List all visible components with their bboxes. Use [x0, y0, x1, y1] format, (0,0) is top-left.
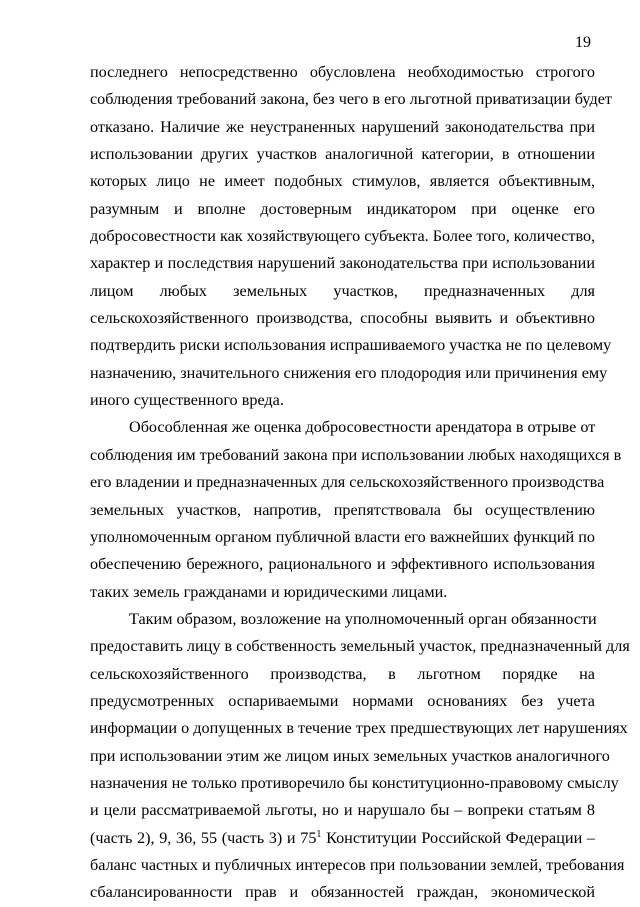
text-line: подтвердить риски использования испрашиваемого участка не по целевому — [90, 336, 612, 355]
text-line: баланс частных и публичных интересов при пользовании землей, требования — [90, 855, 625, 874]
text-line: отказано. Наличие же неустраненных нарушений законодательства при — [90, 117, 595, 136]
text-line: лицом любых земельных участков, предназначенных для — [90, 281, 595, 300]
text-line: которых лицо не имеет подобных стимулов, является объективным, — [90, 172, 595, 191]
text-line: разумным и вполне достоверным индикатором при оценке его — [90, 199, 595, 218]
text-line: информации о допущенных в течение трех предшествующих лет нарушениях — [90, 719, 628, 738]
text-line: иного существенного вреда. — [90, 391, 284, 410]
text-line: обеспечению бережного, рационального и эффективного использования — [90, 555, 595, 574]
text-line: сельскохозяйственного производства, способны выявить и объективно — [90, 309, 595, 328]
text-line: последнего непосредственно обусловлена необходимостью строгого — [90, 63, 595, 81]
text-line: назначения не только противоречило бы конституционно-правовому смыслу — [90, 773, 619, 792]
text-line: земельных участков, напротив, препятствовала бы осуществлению — [90, 500, 595, 519]
page-number: 19 — [575, 34, 591, 51]
text-line: его владении и предназначенных для сельскохозяйственного производства — [90, 473, 605, 492]
text-line: назначению, значительного снижения его плодородия или причинения ему — [90, 363, 608, 382]
text-line: таких земель гражданами и юридическими лицами. — [90, 582, 448, 601]
text-line: и цели рассматриваемой льготы, но и нарушало бы – вопреки статьям 8 — [90, 801, 595, 820]
text-line: Обособленная же оценка добросовестности арендатора в отрыве от — [129, 418, 596, 437]
text-line: соблюдения им требований закона при использовании любых находящихся в — [90, 445, 622, 464]
text-line: характер и последствия нарушений законодательства при использовании — [90, 254, 595, 273]
text-line: уполномоченным органом публичной власти его важнейших функций по — [90, 527, 595, 546]
superscript: 1 — [316, 828, 322, 840]
text-line: Таким образом, возложение на уполномоченный орган обязанности — [129, 609, 597, 628]
text-line: при использовании этим же лицом иных земельных участков аналогичного — [90, 746, 610, 765]
document-body — [90, 59, 630, 907]
text-line: соблюдения требований закона, без чего в его льготной приватизации будет — [90, 90, 612, 109]
text-fragment: (часть 2), 9, 36, 55 (часть 3) и 75 — [90, 828, 317, 847]
text-line: предусмотренных оспариваемыми нормами основаниях без учета — [90, 691, 595, 710]
text-line: сбалансированности прав и обязанностей граждан, экономической — [90, 883, 595, 902]
text-fragment: Конституции Российской Федерации – — [321, 828, 595, 847]
text-line: сельскохозяйственного производства, в льготном порядке на — [90, 664, 595, 683]
text-line: использовании других участков аналогичной категории, в отношении — [90, 145, 595, 164]
text-line: добросовестности как хозяйствующего субъекта. Более того, количество, — [90, 227, 596, 246]
text-line: предоставить лицу в собственность земельный участок, предназначенный для — [90, 637, 630, 656]
text-line-with-superscript — [90, 825, 595, 852]
